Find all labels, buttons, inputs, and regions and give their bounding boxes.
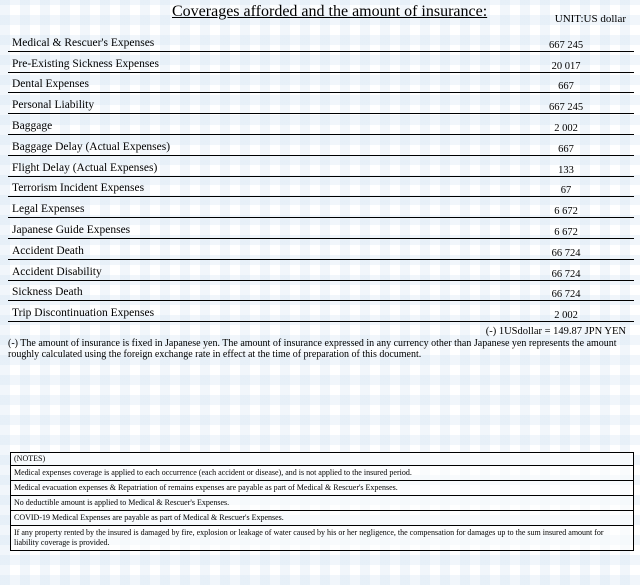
coverage-label: Flight Delay (Actual Expenses) — [12, 161, 158, 174]
note-item: No deductible amount is applied to Medical & Rescuer's Expenses. — [11, 496, 633, 511]
coverage-label: Legal Expenses — [12, 203, 85, 216]
unit-label: UNIT:US dollar — [554, 13, 626, 25]
table-row — [8, 52, 634, 73]
table-row — [8, 135, 634, 156]
page-title: Coverages afforded and the amount of insurance: — [172, 3, 488, 20]
coverage-label: Baggage Delay (Actual Expenses) — [12, 140, 171, 153]
table-row — [8, 93, 634, 114]
coverage-amount: 6 672 — [554, 206, 578, 218]
currency-footnote: (-) The amount of insurance is fixed in Japanese yen. The amount of insurance expressed in any currency other than Japanese yen represents the amount roughly calculated using the foreign exchange rate in effect at the time of preparation of this document. — [8, 338, 617, 360]
coverage-amount: 2 002 — [554, 310, 578, 322]
coverage-amount: 66 724 — [551, 289, 581, 301]
notes-box — [10, 452, 634, 551]
coverage-label: Accident Death — [12, 244, 84, 257]
note-item: Medical evacuation expenses & Repatriation of remains expenses are payable as part of Medical & Rescuer's Expenses. — [11, 481, 633, 496]
table-row — [8, 239, 634, 260]
table-row — [8, 218, 634, 239]
table-row — [8, 31, 634, 52]
coverage-amount: 6 672 — [554, 226, 578, 238]
table-row — [8, 260, 634, 281]
exchange-rate: (-) 1USdollar = 149.87 JPN YEN — [485, 326, 626, 337]
note-item: Medical expenses coverage is applied to each occurrence (each accident or disease), and is not applied to the insured period. — [11, 466, 633, 481]
coverage-label: Trip Discontinuation Expenses — [12, 307, 155, 320]
coverage-amount: 66 724 — [551, 268, 581, 280]
coverage-table — [8, 31, 634, 322]
coverage-label: Pre-Existing Sickness Expenses — [12, 57, 159, 70]
table-row — [8, 197, 634, 218]
coverage-amount: 2 002 — [554, 122, 578, 134]
coverage-label: Japanese Guide Expenses — [12, 223, 131, 236]
note-item: If any property rented by the insured is damaged by fire, explosion or leakage of water caused by his or her negligence, the compensation for damages up to the sum insured amount for liability coverage is provided. — [11, 526, 633, 551]
coverage-label: Accident Disability — [12, 265, 102, 278]
coverage-label: Medical & Rescuer's Expenses — [12, 36, 155, 49]
coverage-label: Dental Expenses — [12, 78, 89, 91]
table-row — [8, 73, 634, 94]
coverage-amount: 667 245 — [548, 39, 584, 51]
coverage-amount: 67 — [560, 185, 572, 197]
coverage-label: Baggage — [12, 119, 53, 132]
table-row — [8, 177, 634, 198]
coverage-amount: 667 — [558, 81, 574, 93]
table-row — [8, 114, 634, 135]
coverage-amount: 20 017 — [551, 60, 581, 72]
notes-header: (NOTES) — [11, 453, 633, 466]
coverage-amount: 667 — [558, 143, 574, 155]
coverage-label: Personal Liability — [12, 99, 95, 112]
coverage-label: Terrorism Incident Expenses — [12, 182, 145, 195]
coverage-amount: 667 245 — [548, 102, 584, 114]
table-row — [8, 281, 634, 302]
note-item: COVID-19 Medical Expenses are payable as part of Medical & Rescuer's Expenses. — [11, 511, 633, 526]
coverage-amount: 133 — [558, 164, 574, 176]
table-row — [8, 301, 634, 322]
coverage-amount: 66 724 — [551, 247, 581, 259]
coverage-label: Sickness Death — [12, 286, 83, 299]
table-row — [8, 156, 634, 177]
